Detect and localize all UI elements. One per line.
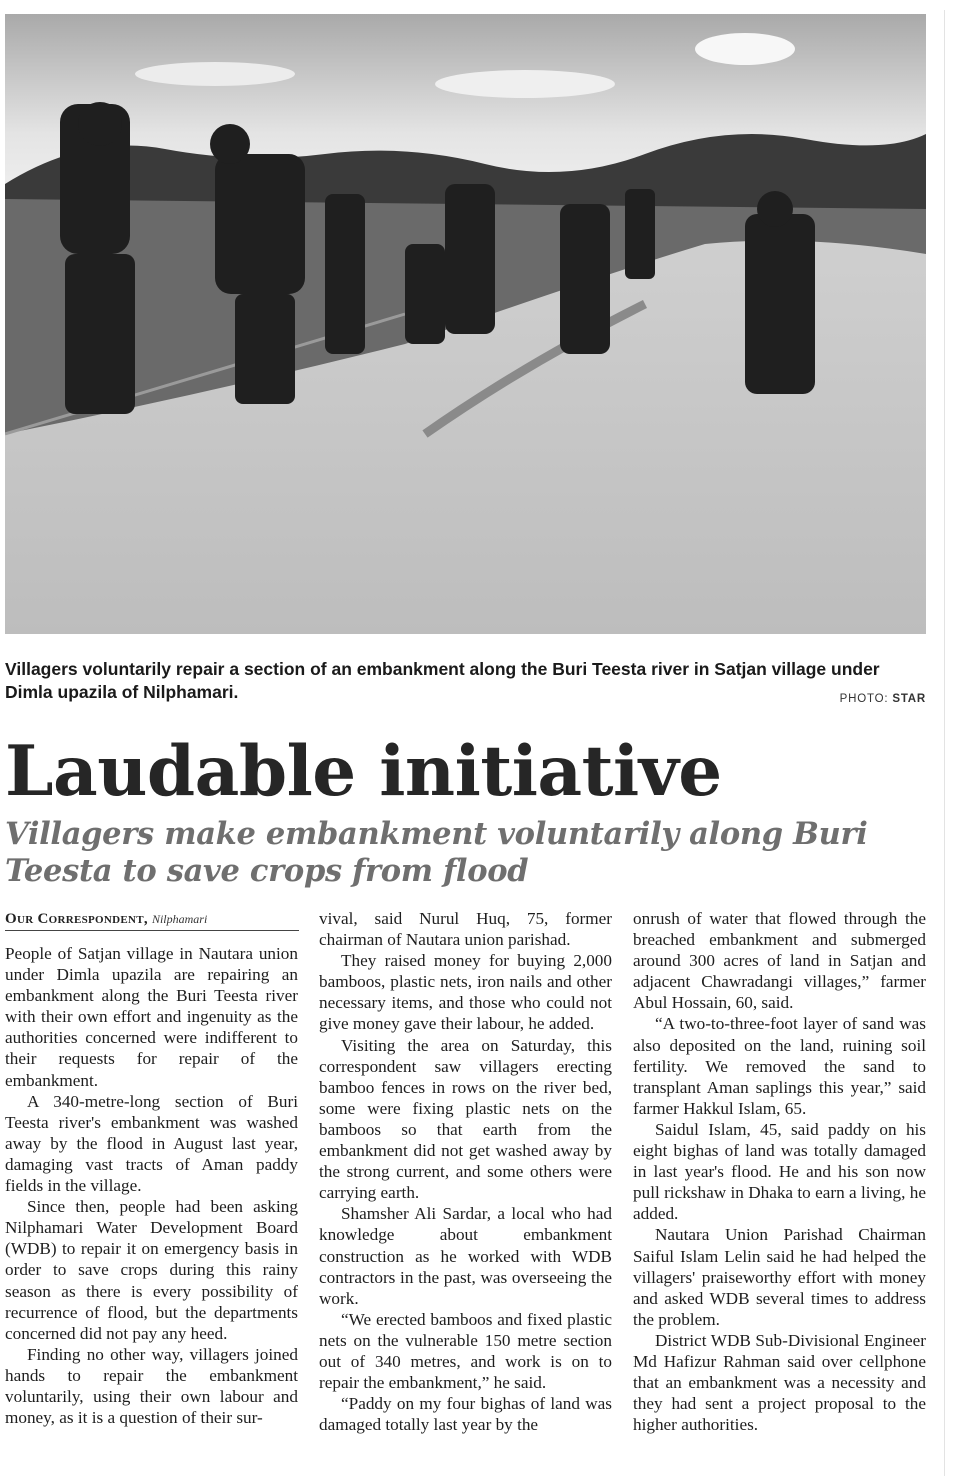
paragraph: A 340-metre-long section of Buri Teesta river's embankment was washed away by the flood in August last year, damaging vast tracts of Aman paddy fields in the village.	[5, 1091, 298, 1196]
article-column-1	[5, 943, 298, 1428]
photo-credit	[840, 693, 926, 705]
paragraph: They raised money for buying 2,000 bamboos, plastic nets, iron nails and other necessary items, and those who could not give money gave their labour, he added.	[319, 951, 612, 1034]
paragraph: Finding no other way, villagers joined hands to repair the embankment voluntarily, using their own labour and money, as it is a question of their sur-	[5, 1344, 298, 1428]
paragraph: Nautara Union Parishad Chairman Saiful Islam Lelin said he had helped the villagers' praiseworthy effort with money and asked WDB several times to address the problem.	[633, 1225, 926, 1329]
paragraph: Saidul Islam, 45, said paddy on his eight bighas of land was totally damaged in last year's flood. He and his son now pull rickshaw in Dhaka to earn a living, he added.	[633, 1119, 926, 1224]
paragraph: Shamsher Ali Sardar, a local who had knowledge about embankment construction as he worked with WDB contractors in the past, was overseeing the work.	[319, 1204, 612, 1308]
cloud	[135, 62, 295, 86]
paragraph: District WDB Sub-Divisional Engineer Md Hafizur Rahman said over cellphone that an embankment was a necessity and they had sent a project proposal to the higher authorities.	[633, 1330, 926, 1435]
column-rule	[944, 10, 945, 1476]
paragraph: “Paddy on my four bighas of land was damaged totally last year by the	[319, 1394, 612, 1435]
subheadline: Villagers make embankment voluntarily along Buri Teesta to save crops from flood	[5, 816, 868, 889]
paragraph: “We erected bamboos and fixed plastic nets on the vulnerable 150 metre section out of 340 metres, and work is on to repair the embankment,” he said.	[319, 1309, 612, 1393]
paragraph: Visiting the area on Saturday, this correspondent saw villagers erecting bamboo fences in rows on the river bed, some were fixing plastic nets on the bamboos so that earth from the embankment did not get washed away by the strong current, and some others were carrying earth.	[319, 1035, 612, 1203]
byline-author: Our Correspondent,	[5, 911, 148, 927]
cloud	[695, 33, 795, 65]
byline-location: Nilphamari	[151, 912, 208, 926]
byline	[5, 910, 299, 931]
embankment-photo	[5, 14, 926, 634]
article-column-3	[633, 908, 926, 1435]
cloud	[435, 70, 615, 98]
headline: Laudable initiative	[5, 731, 722, 812]
paragraph: onrush of water that flowed through the breached embankment and submerged around 300 acres of land in Satjan and adjacent Chawradangi villages,” farmer Abul Hossain, 60, said.	[633, 909, 926, 1013]
paragraph: Since then, people had been asking Nilphamari Water Development Board (WDB) to repair it on emergency basis in order to save crops during this rainy season as there is every possibility of recurrence of flood, but the departments concerned did not pay any heed.	[5, 1197, 298, 1343]
news-photo	[5, 14, 926, 634]
article-column-2	[319, 908, 612, 1435]
paragraph: “A two-to-three-foot layer of sand was also deposited on the land, ruining soil fertility. We removed the sand to transplant Aman saplings this year,” said farmer Hakkul Islam, 65.	[633, 1014, 926, 1118]
photo-caption: Villagers voluntarily repair a section of an embankment along the Buri Teesta river in Satjan village under Dimla upazila of Nilphamari.	[5, 659, 880, 702]
photo-credit-source: STAR	[892, 693, 926, 705]
photo-credit-label: PHOTO:	[839, 693, 889, 705]
paragraph: vival, said Nurul Huq, 75, former chairman of Nautara union parishad.	[319, 909, 612, 950]
paragraph: People of Satjan village in Nautara union under Dimla upazila are repairing an embankment along the Buri Teesta river with their own effort and ingenuity as the authorities concerned were indifferent to their requests for repair of the embankment.	[5, 944, 298, 1090]
